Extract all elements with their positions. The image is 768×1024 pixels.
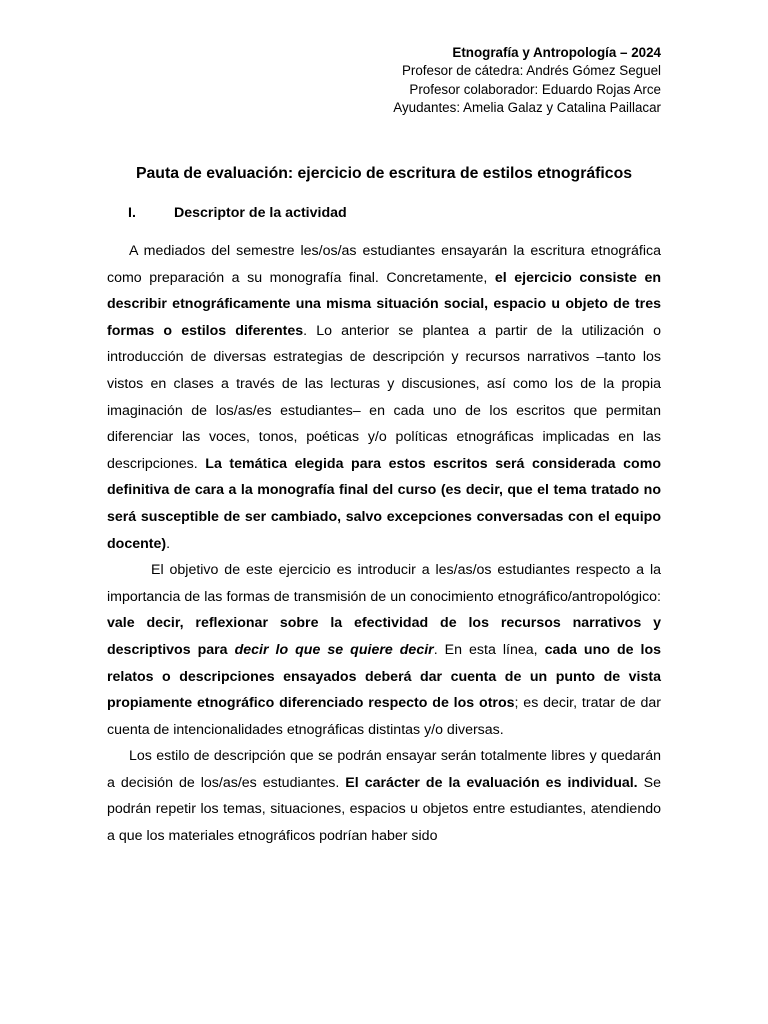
professor-line: Profesor de cátedra: Andrés Gómez Seguel [401, 63, 661, 79]
paragraph-1-bold-b: La temática elegida para estos escritos será considerada como definitiva de cara a la monografía final del curso (es decir, que el tema tratado no será susceptible de ser cambiado, salvo excepciones conversadas con el equipo docente) [107, 455, 661, 552]
paragraph-1-text-c: . [166, 535, 171, 552]
paragraph-1-text-a: A mediados del semestre les/os/as estudiantes ensayarán la escritura etnográfica como preparación a su monografía final. Concretamente, [107, 243, 661, 286]
paragraph-3-text-a: Los estilo de descripción que se podrán ensayar serán totalmente libres y quedarán a decisión de los/as/es estudiantes. [107, 748, 661, 791]
paragraph-2 [107, 557, 661, 743]
paragraph-1 [107, 238, 661, 557]
section-label: Descriptor de la actividad [174, 205, 347, 221]
paragraph-1-bold-a: el ejercicio consiste en describir etnográficamente una misma situación social, espacio u objeto de tres formas o estilos diferentes [107, 269, 662, 339]
section-heading [128, 205, 347, 221]
paragraph-3 [107, 743, 661, 849]
paragraph-2-text-c: ; es decir, tratar de dar cuenta de intencionalidades etnográficas distintas y/o diversas. [107, 695, 661, 738]
paragraph-3-text-b: Se podrán repetir los temas, situaciones, espacios u objetos entre estudiantes, atendiendo a que los materiales etnográficos podrían haber sido [107, 774, 662, 845]
paragraph-2-bold-b: cada uno de los relatos o descripciones ensayados deberá dar cuenta de un punto de vista propiamente etnográfico diferenciado respecto de los otros [107, 641, 662, 712]
paragraph-2-bold-italic: decir lo que se quiere decir [234, 641, 434, 658]
section-number: I. [128, 205, 136, 221]
paragraph-2-bold-a: vale decir, reflexionar sobre la efectividad de los recursos narrativos y descriptivos para [107, 615, 661, 658]
paragraph-2-text-b: . En esta línea, [433, 641, 545, 658]
assistants-line: Ayudantes: Amelia Galaz y Catalina Paillacar [393, 100, 661, 116]
paragraph-1-text-b: . Lo anterior se plantea a partir de la utilización o introducción de diversas estrategias de descripción y recursos narrativos –tanto los vistos en clases a través de las lecturas y discusiones, así como los de la propia imaginación de los/as/es estudiantes– en cada uno de los escritos que permitan diferenciar las voces, tonos, poéticas y/o políticas etnográficas implicadas en las descripciones. [107, 322, 661, 472]
collaborator-line: Profesor colaborador: Eduardo Rojas Arce [409, 81, 661, 97]
document-body [107, 238, 661, 850]
course-title: Etnografía y Antropología – 2024 [452, 45, 661, 60]
document-header [393, 44, 661, 118]
paragraph-3-bold: El carácter de la evaluación es individual. [345, 774, 638, 791]
paragraph-2-text-a: El objetivo de este ejercicio es introducir a les/as/os estudiantes respecto a la importancia de las formas de transmisión de un conocimiento etnográfico/antropológico: [107, 562, 661, 605]
document-title: Pauta de evaluación: ejercicio de escritura de estilos etnográficos [135, 165, 633, 182]
